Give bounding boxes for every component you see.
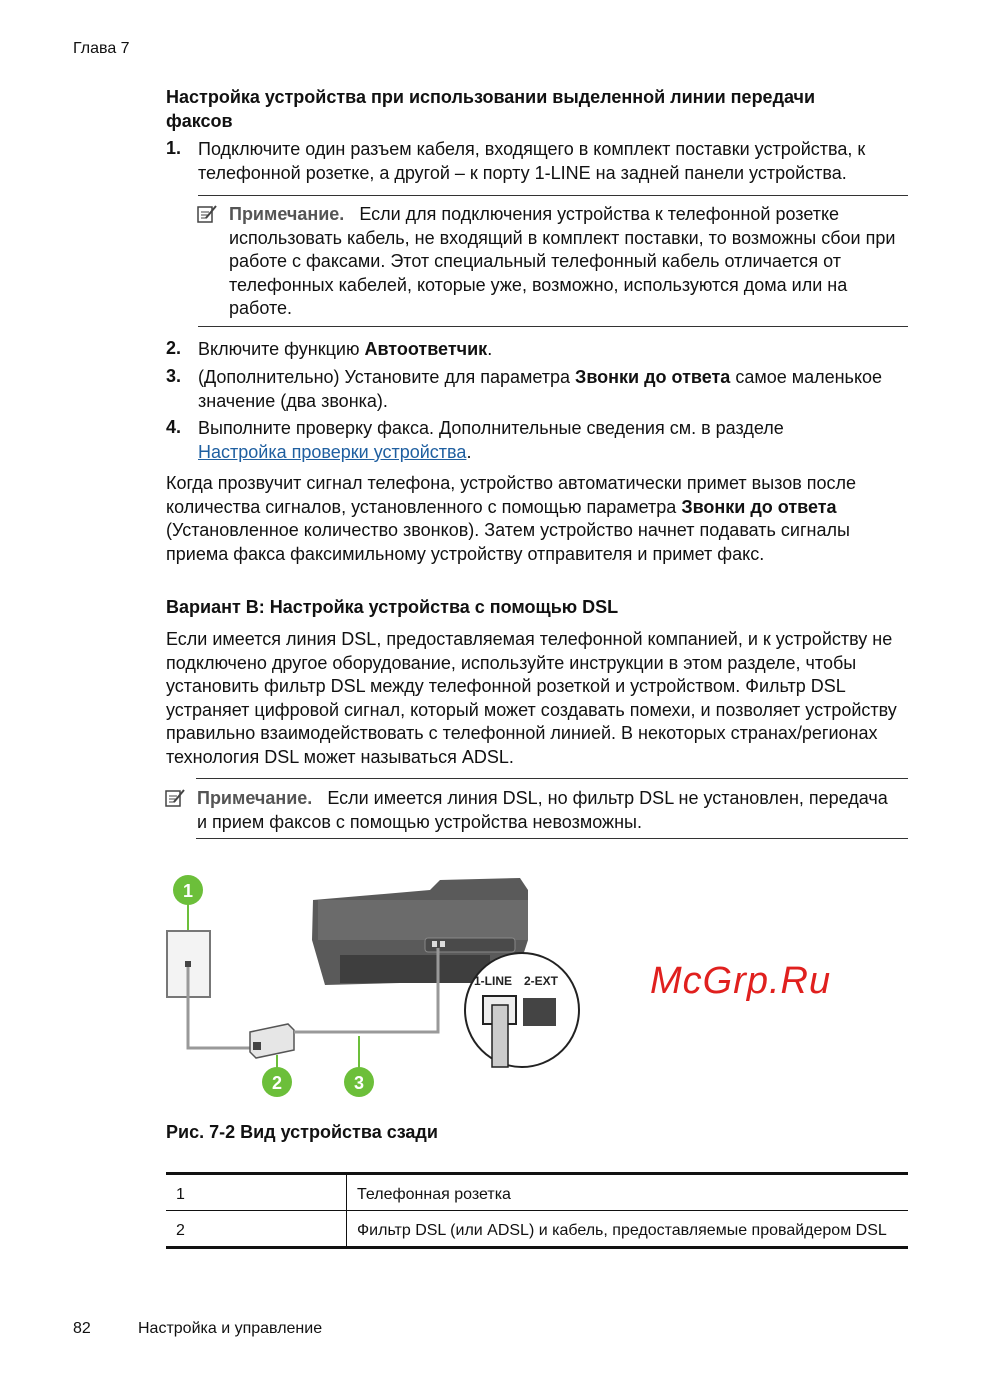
text: . [466,441,472,462]
figure-caption: Рис. 7-2 Вид устройства сзади [166,1122,438,1142]
note-divider [198,326,908,327]
dsl-filter [250,1024,294,1058]
footer-title: Настройка и управление [138,1320,323,1337]
chapter-header: Глава 7 [73,40,130,57]
paragraph: Если имеется линия DSL, предоставляемая телефонной компанией, и к устройству не подключено другое оборудование, используйте инструкции в этом разделе, чтобы установить фильтр DSL между телефонной розеткой и устройством. Фильтр DSL устраняет цифровой сигнал, который может создавать помехи, и позволяет устройству правильно взаимодействовать с телефонной линией. В некоторых странах/регионах технология DSL может называться ADSL. [166,629,897,767]
text: Когда прозвучит сигнал телефона, устройство автоматически примет вызов после количества сигналов, установленного с помощью параметра [166,473,857,517]
text: (Установленное количество звонков). Затем устройство начнет подавать сигналы приема факса факсимильному устройству отправителя и примет факс. [166,520,850,564]
note-divider [196,838,908,839]
text: (Дополнительно) Установите для параметра [198,367,576,387]
note-text: Если имеется линия DSL, но фильтр DSL не установлен, передача и прием факсов с помощью устройства невозможны. [197,788,888,832]
step-number: 2. [166,338,182,358]
section-title: Настройка устройства при использовании выделенной линии передачи факсов [166,87,816,131]
watermark: McGrp.Ru [650,960,832,1002]
device-rear-figure [160,860,590,1100]
bold-term: Звонки до ответа [575,367,731,387]
note [229,203,914,321]
callout-number: 2 [271,1073,283,1093]
note-icon [165,788,185,808]
port-label-1-line: 1-LINE [474,974,513,988]
bold-term: Автоответчик [364,339,488,359]
device-test-link[interactable]: Настройка проверки устройства [198,441,467,462]
row-number: 2 [166,1211,347,1248]
note-divider [198,195,908,196]
step-text: Подключите один разъем кабеля, входящего в комплект поставки устройства, к телефонной розетке, а другой – к порту 1-LINE на задней панели устройства. [198,139,866,183]
step-text [198,417,858,464]
text: . [487,339,493,359]
paragraph [166,472,911,566]
row-description: Телефонная розетка [357,1186,511,1203]
note [197,787,897,834]
note-text: Если для подключения устройства к телефонной розетке использовать кабель, не входящий в комплект поставки, то возможны сбои при работе с факсами. Этот специальный телефонный кабель отличается от телефонных кабелей, которые уже, возможно, используются дома или на работе. [229,204,896,318]
note-label: Примечание. [229,204,345,224]
note-label: Примечание. [197,788,313,808]
callout-number: 1 [182,881,194,901]
bold-term: Звонки до ответа [681,496,837,517]
step-number: 4. [166,417,182,437]
note-icon [197,204,217,224]
callout-number: 3 [353,1073,365,1093]
note-divider [196,778,908,779]
text: Выполните проверку факса. Дополнительные сведения см. в разделе [198,418,784,438]
row-description: Фильтр DSL (или ADSL) и кабель, предоставляемые провайдером DSL [357,1222,887,1239]
section-title: Вариант B: Настройка устройства с помощью DSL [166,597,619,617]
step-number: 1. [166,138,182,158]
page-number: 82 [73,1320,91,1337]
step-text [198,366,910,413]
step-number: 3. [166,366,182,386]
legend-table [166,1172,908,1249]
port-label-2-ext: 2-EXT [524,974,559,988]
text: Включите функцию [198,339,365,359]
text: самое маленькое значение (два звонка). [198,367,883,411]
row-number: 1 [166,1174,347,1211]
table-row [166,1174,908,1211]
step-text [198,338,910,362]
table-row [166,1211,908,1248]
